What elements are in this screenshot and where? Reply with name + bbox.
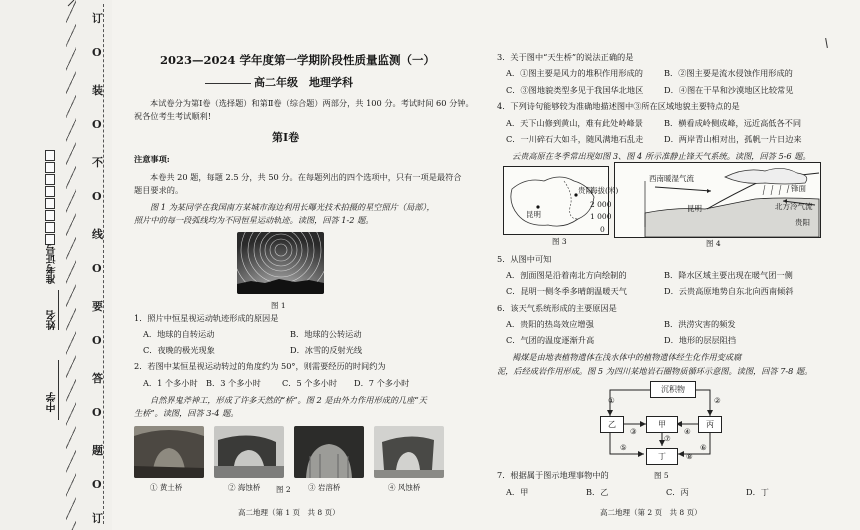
exam-number-label: 准考证号 [47, 244, 58, 284]
fig5-caption: 图 5 [654, 471, 669, 480]
binding-margin [0, 0, 112, 530]
q3-option-c[interactable]: C．③图地貌类型多见于我国华北地区 [506, 85, 644, 95]
fig2-num-2 [228, 482, 260, 493]
fig4-y1000: 1 000 [590, 212, 612, 221]
fig4-cold-air: 北方冷气流 [775, 202, 813, 211]
fig5-node-jia: 甲 [646, 416, 678, 433]
fig5-node-ding: 丁 [646, 448, 678, 465]
q1-option-c[interactable]: C．夜晚的极光现象 [143, 345, 215, 355]
q4-option-c[interactable]: C．一川碎石大如斗，随风满地石乱走 [506, 134, 644, 144]
fig4-warm-air: 西南暖湿气流 [649, 174, 694, 183]
section-title: 第Ⅰ卷 [272, 131, 300, 144]
q7-option-b[interactable]: B．乙 [586, 487, 609, 497]
q4-option-a[interactable]: A．天下山修到黄山，难有此处岭峰景 [506, 118, 643, 128]
school-field[interactable] [58, 360, 59, 420]
fig2-num-3 [308, 482, 340, 493]
intro-line-2: 祝各位考生考试顺利! [134, 111, 211, 121]
exam-title: 2023—2024 学年度第一学期阶段性质量监测（一） [160, 53, 436, 67]
fig5-arrow-2: ② [714, 396, 721, 405]
intro-line-1: 本试卷分为第Ⅰ卷（选择题）和第Ⅱ卷（综合题）两部分，共 100 分。考试时间 60 分钟。 [150, 98, 474, 108]
fig2-caption: 图 2 [276, 485, 291, 494]
cut-char: 答 [92, 372, 103, 385]
q3-option-d[interactable]: D．④图在干旱和沙漠地区比较常见 [664, 85, 794, 95]
karst-bridge-photo [294, 426, 364, 478]
corner-mark [825, 38, 828, 48]
stem-3-4-line-1: 自然界鬼斧神工，形成了许多天然的“桥”。图 2 是由外力作用形成的几座“天 [150, 395, 427, 405]
q1-option-a[interactable]: A．地球的自转运动 [143, 329, 215, 339]
fig2-num: ③ [308, 483, 316, 492]
q7-option-a[interactable]: A．甲 [506, 487, 529, 497]
q7-option-c[interactable]: C．丙 [666, 487, 689, 497]
cut-char: 题 [92, 444, 103, 457]
fig3-kunming: 昆明 [526, 210, 541, 219]
fig4-caption: 图 4 [706, 239, 721, 248]
q3-option-b[interactable]: B．②图主要是流水侵蚀作用形成的 [664, 68, 793, 78]
cut-char: 订 [92, 512, 103, 525]
q5-option-c[interactable]: C．昆明一侧冬季多晴朗温暖天气 [506, 286, 627, 296]
wind-arch-photo [374, 426, 444, 478]
q2-option-b[interactable]: B．3 个多小时 [206, 378, 261, 388]
q6-option-a[interactable]: A．贵阳的热岛效应增强 [506, 319, 594, 329]
sea-arch-photo [214, 426, 284, 478]
fig2-cap: 海蚀桥 [237, 483, 261, 492]
q6-stem: 6．该天气系统形成的主要原因是 [497, 303, 617, 313]
fig4-kunming: 昆明 [687, 204, 702, 213]
fig5-node-sediment: 沉积物 [650, 381, 696, 398]
notes-heading: 注意事项: [134, 154, 170, 164]
q5-option-b[interactable]: B．降水区域主要出现在暖气团一侧 [664, 270, 793, 280]
cut-char: 装 [92, 84, 103, 97]
q1-option-d[interactable]: D．冰雪的反射光线 [290, 345, 363, 355]
q3-stem: 3．关于图中“天生桥”的说法正确的是 [497, 52, 634, 62]
fig3-guiyang: 贵阳 [578, 186, 593, 195]
cut-char: 要 [92, 300, 103, 313]
q7-stem: 7．根据属于图示地理事物中的 [497, 470, 609, 480]
cut-char: 线 [92, 228, 103, 241]
fig2-cap: 黄土桥 [159, 483, 183, 492]
fig2-num: ② [228, 483, 236, 492]
notes-line-2: 题目要求的。 [134, 185, 184, 195]
stem-1-2-line-1: 图 1 为某同学在我国南方某城市海边利用长曝光技术拍摄的星空照片（局部）， [150, 202, 435, 212]
fig2-cap: 岩溶桥 [317, 483, 341, 492]
fig4-drawing [615, 163, 820, 237]
fig5-arrow-4: ④ [684, 427, 691, 436]
fig5-arrow-6: ⑥ [700, 443, 707, 452]
q2-option-d[interactable]: D．7 个多小时 [354, 378, 410, 388]
notes-line-1: 本卷共 20 题，每题 2.5 分，共 50 分。在每题列出的四个选项中，只有一项是最符合 [150, 172, 462, 182]
fig4-guiyang: 贵阳 [795, 218, 810, 227]
cut-char: 不 [92, 156, 103, 169]
stem-7-8-line-2: 泥，后经成岩作用形成。图 5 为四川某地岩石圈物质循环示意图。读图，回答 7-8 题。 [497, 366, 813, 376]
fig5-arrow-8: ⑧ [686, 452, 693, 461]
fig2-cap: 风蚀桥 [397, 483, 421, 492]
fig5-arrow-1: ① [608, 396, 615, 405]
fig3-caption: 图 3 [552, 237, 567, 246]
q2-option-a[interactable]: A．1 个多小时 [143, 378, 198, 388]
page1-footer: 高二地理（第 1 页 共 8 页） [238, 508, 340, 517]
fig4-section [614, 162, 821, 238]
q5-option-a[interactable]: A．剖面图是沿着南北方向绘制的 [506, 270, 627, 280]
fig2-num: ① [150, 483, 158, 492]
cut-char: O [92, 334, 102, 347]
q6-option-c[interactable]: C．气团的温度逐渐升高 [506, 335, 595, 345]
q5-option-d[interactable]: D．云贵高原地势自东北向西南倾斜 [664, 286, 794, 296]
cut-char: O [92, 262, 102, 275]
loess-bridge-photo [134, 426, 204, 478]
fig2-num: ④ [388, 483, 396, 492]
star-trail-photo [237, 232, 324, 294]
q1-option-b[interactable]: B．地球的公转运动 [290, 329, 362, 339]
stem-5-6: 云贵高原在冬季常出现如图 3、图 4 所示准静止锋天气系统。读图，回答 5-6 题。 [512, 151, 811, 161]
q4-stem: 4．下列诗句能够较为准确地描述图中③所在区域地貌主要特点的是 [497, 101, 740, 111]
q6-option-b[interactable]: B．洪涝灾害的频发 [664, 319, 736, 329]
page2-footer: 高二地理（第 2 页 共 8 页） [600, 508, 702, 517]
fig4-front: 锋面 [791, 184, 806, 193]
fig4-y0: 0 [600, 225, 605, 234]
q4-option-b[interactable]: B．横看成岭侧成峰，远近高低各不同 [664, 118, 802, 128]
fig5-arrow-5: ⑤ [620, 443, 627, 452]
cut-char: O [92, 406, 102, 419]
fig4-y2000: 2 000 [590, 200, 612, 209]
q5-stem: 5．从图中可知 [497, 254, 552, 264]
name-field[interactable] [58, 290, 59, 330]
cut-char: 订 [92, 12, 103, 25]
fig5-arrow-7: ⑦ [664, 434, 671, 443]
q3-option-a[interactable]: A．①图主要是风力的堆积作用形成的 [506, 68, 643, 78]
fig1-caption: 图 1 [271, 301, 286, 310]
title-rule-left [205, 83, 251, 84]
fig2-num-4 [388, 482, 420, 493]
q2-stem: 2．若图中某恒星视运动转过的角度约为 50°，则需要经历的时间约为 [134, 361, 386, 371]
fig4-alt-label: 海拔(米) [590, 186, 619, 195]
q4-option-d[interactable]: D．两岸青山相对出，孤帆一片日边来 [664, 134, 802, 144]
cut-char: O [92, 46, 102, 59]
binding-slash-strip [66, 0, 76, 530]
name-label: 姓名 [47, 310, 58, 330]
cut-line-labels [92, 10, 104, 525]
cut-char: O [92, 190, 102, 203]
fig5-node-bing: 丙 [698, 416, 722, 433]
exam-subtitle: 高二年级 地理学科 [254, 76, 353, 89]
q7-option-d[interactable]: D．丁 [746, 487, 769, 497]
school-label: 中学 [47, 392, 58, 412]
fig2-num-1 [150, 482, 182, 493]
q1-stem: 1．照片中恒星视运动轨迹形成的原因是 [134, 313, 279, 323]
fig5-node-yi: 乙 [600, 416, 624, 433]
cut-char: O [92, 118, 102, 131]
stem-7-8-line-1: 褐煤是由地表植物遗体在浅水体中的植物遗体经生化作用变成腐 [512, 352, 742, 362]
stem-3-4-line-2: 生桥”。读图，回答 3-4 题。 [134, 408, 239, 418]
cut-char: O [92, 478, 102, 491]
fig5-arrow-3: ③ [630, 427, 637, 436]
q2-option-c[interactable]: C．5 个多小时 [282, 378, 338, 388]
q6-option-d[interactable]: D．地形的层层阻挡 [664, 335, 737, 345]
stem-1-2-line-2: 照片中的每一段弧线均为不同恒星运动轨迹。读图，回答 1-2 题。 [134, 215, 374, 225]
exam-number-boxes[interactable] [45, 150, 55, 246]
